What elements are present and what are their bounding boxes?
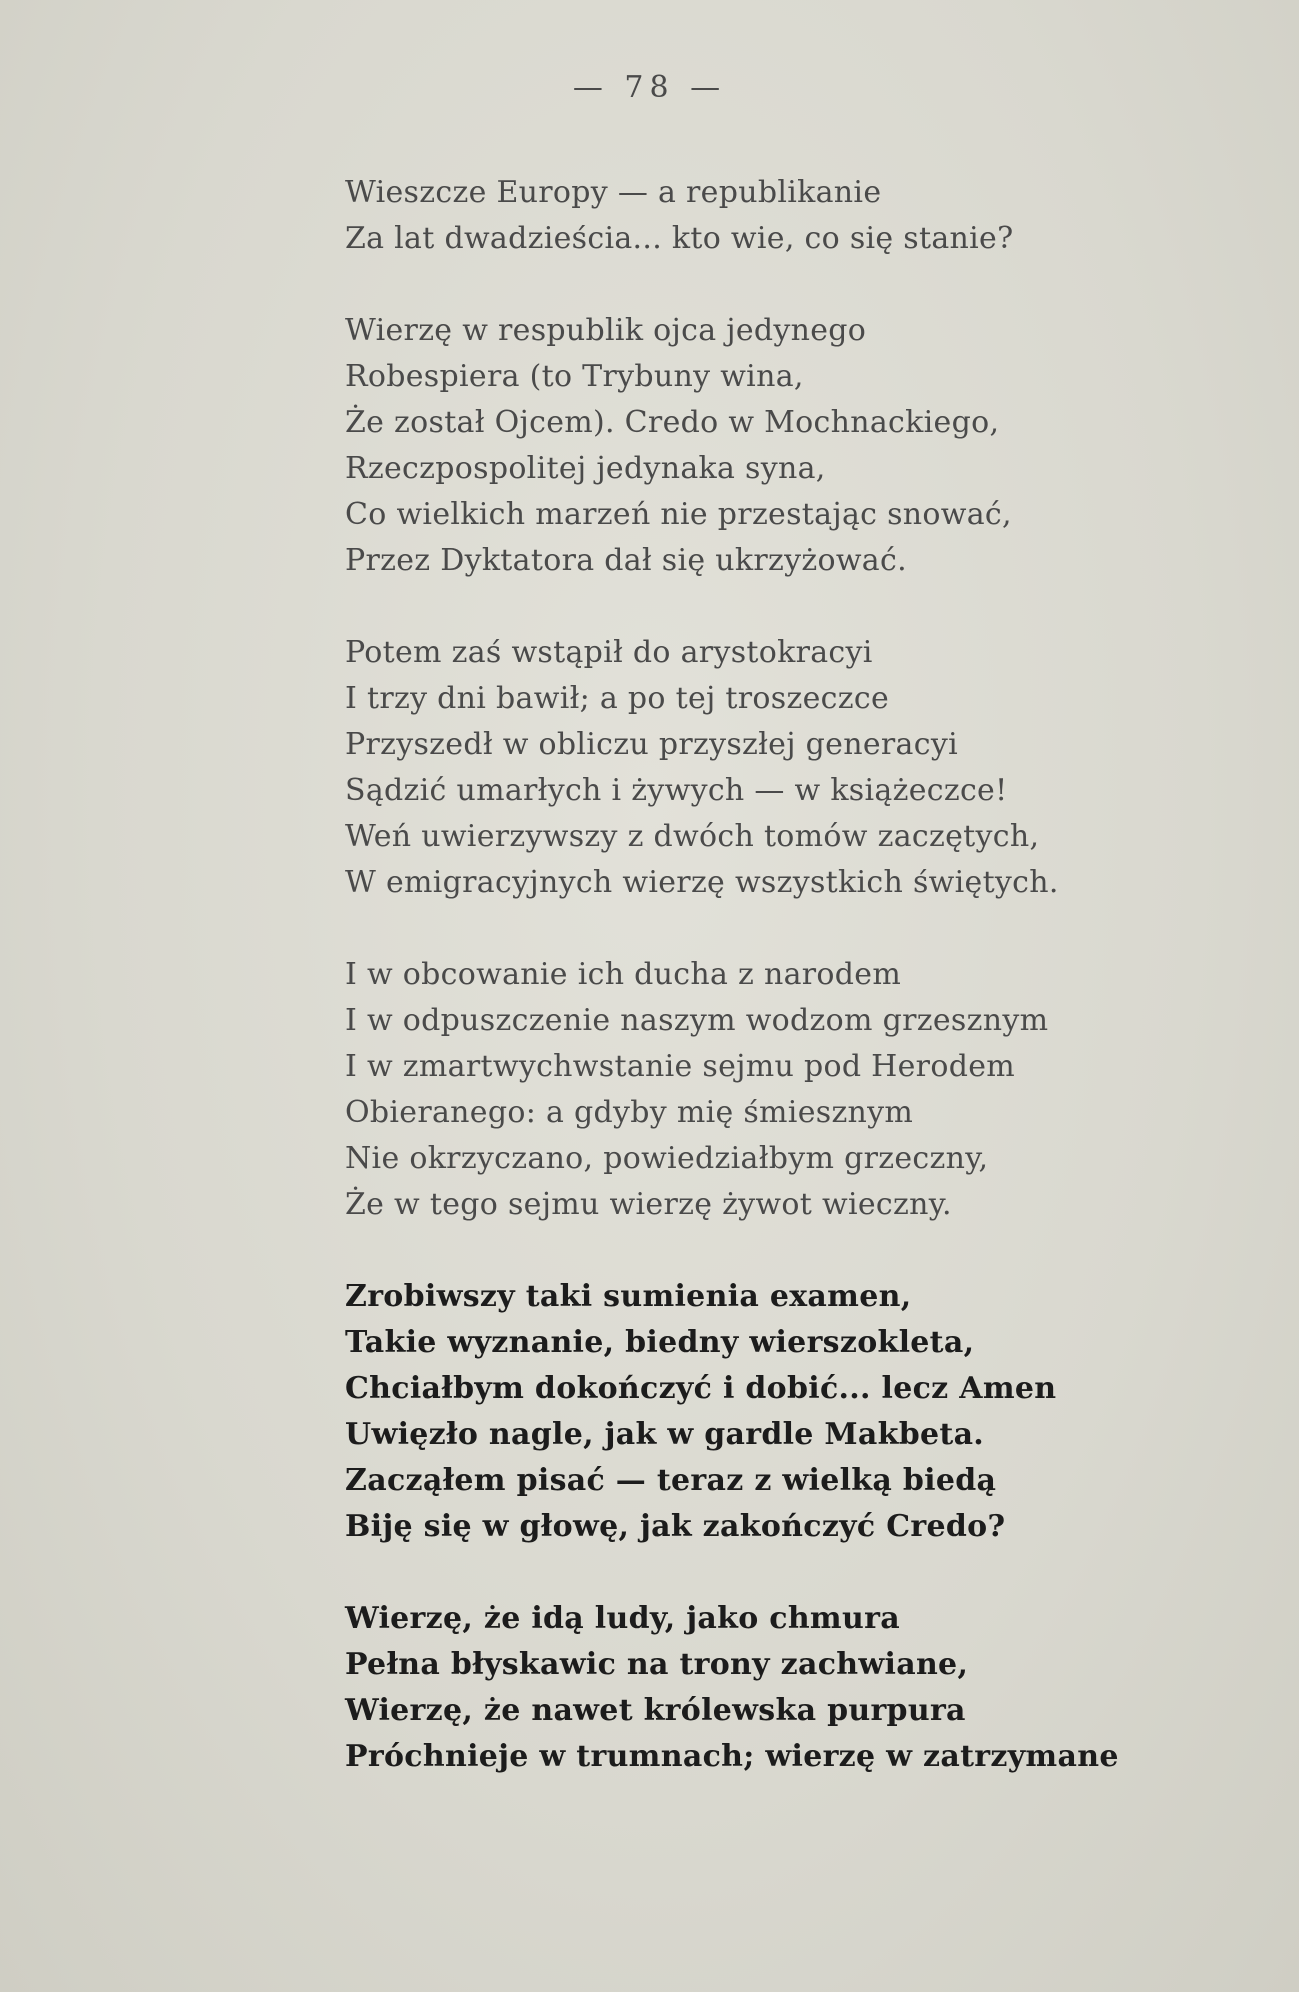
poem-line: Rzeczpospolitej jedynaka syna, (345, 451, 826, 486)
poem-line: Obieranego: a gdyby mię śmiesznym (345, 1095, 914, 1130)
poem-line: Takie wyznanie, biedny wierszokleta, (345, 1325, 975, 1360)
poem-line: Wierzę, że nawet królewska purpura (345, 1693, 966, 1728)
poem-line: Potem zaś wstąpił do arystokracyi (345, 635, 873, 670)
poem-line: Weń uwierzywszy z dwóch tomów zaczętych, (345, 819, 1040, 854)
stanza-6 (345, 1596, 1225, 1780)
poem-line: Nie okrzyczano, powiedziałbym grzeczny, (345, 1141, 989, 1176)
poem-line: I trzy dni bawił; a po tej troszeczce (345, 681, 890, 716)
poem-line: Wieszcze Europy — a republikanie (345, 175, 882, 210)
stanza-1 (345, 170, 1225, 262)
poem-line: Wierzę w respublik ojca jedynego (345, 313, 867, 348)
poem-text (345, 170, 1225, 1826)
poem-line: Pełna błyskawic na trony zachwiane, (345, 1647, 969, 1682)
stanza-2 (345, 308, 1225, 584)
poem-line: Sądzić umarłych i żywych — w książeczce! (345, 773, 1008, 808)
poem-line: I w zmartwychwstanie sejmu pod Herodem (345, 1049, 1015, 1084)
poem-line: I w odpuszczenie naszym wodzom grzesznym (345, 1003, 1049, 1038)
poem-line: Że został Ojcem). Credo w Mochnackiego, (345, 405, 1000, 440)
poem-line: Że w tego sejmu wierzę żywot wieczny. (345, 1187, 952, 1222)
poem-line: Zrobiwszy taki sumienia examen, (345, 1279, 912, 1314)
poem-line: Robespiera (to Trybuny wina, (345, 359, 804, 394)
poem-line: Wierzę, że idą ludy, jako chmura (345, 1601, 900, 1636)
poem-line: Co wielkich marzeń nie przestając snować, (345, 497, 1012, 532)
poem-line: Próchnieje w trumnach; wierzę w zatrzymane (345, 1739, 1119, 1774)
poem-line: Przez Dyktatora dał się ukrzyżować. (345, 543, 907, 578)
stanza-4 (345, 952, 1225, 1228)
stanza-5 (345, 1274, 1225, 1550)
poem-line: Biję się w głowę, jak zakończyć Credo? (345, 1509, 1006, 1544)
stanza-3 (345, 630, 1225, 906)
poem-line: W emigracyjnych wierzę wszystkich świętych. (345, 865, 1059, 900)
poem-line: Przyszedł w obliczu przyszłej generacyi (345, 727, 958, 762)
poem-line: I w obcowanie ich ducha z narodem (345, 957, 902, 992)
poem-line: Zacząłem pisać — teraz z wielką biedą (345, 1463, 997, 1498)
poem-line: Uwięzło nagle, jak w gardle Makbeta. (345, 1417, 985, 1452)
page-number: — 78 — (572, 70, 727, 105)
poem-line: Za lat dwadzieścia... kto wie, co się stanie? (345, 221, 1014, 256)
poem-line: Chciałbym dokończyć i dobić... lecz Amen (345, 1371, 1057, 1406)
